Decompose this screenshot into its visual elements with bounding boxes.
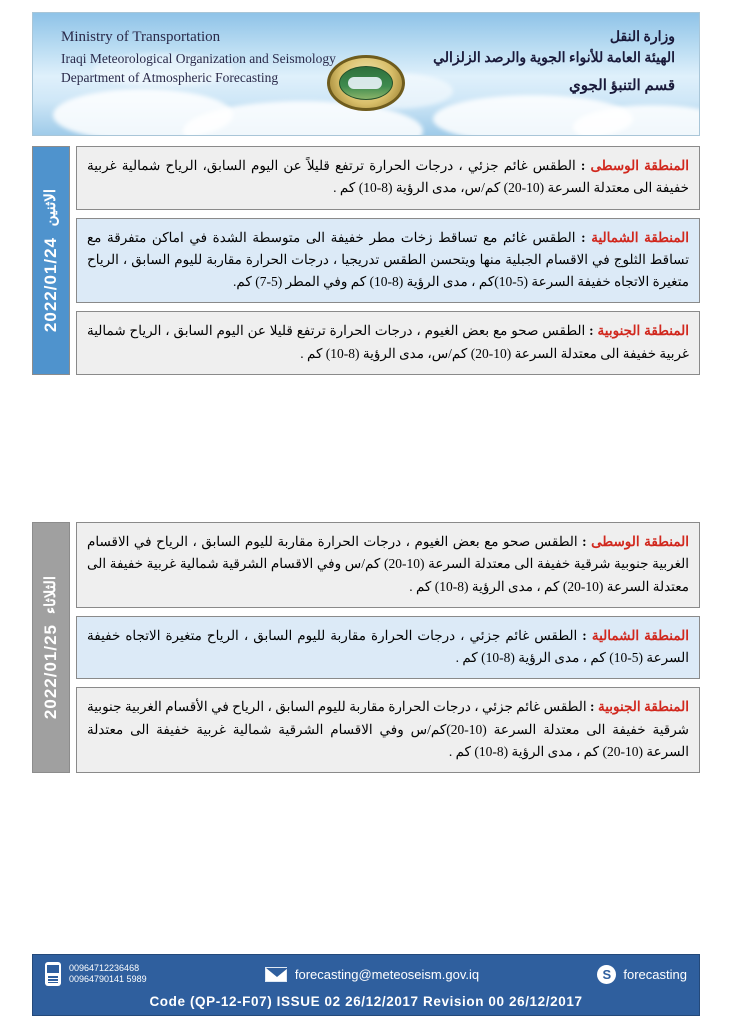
footer-phone	[45, 962, 147, 986]
region-forecast-central: المنطقة الوسطى : الطقس غائم جزئي ، درجات الحرارة ترتفع قليلاً عن اليوم السابق، الرياح شمالية غربية خفيفة الى معتدلة السرعة (10-20) كم/س، مدى الرؤية (8-10) كم .	[76, 146, 700, 210]
region-text: الطقس صحو مع بعض الغيوم ، درجات الحرارة ترتفع قليلا عن اليوم السابق ، الرياح شمالية غربية خفيفة الى معتدلة السرعة (10-20) كم/س، مدى الرؤية (8-10) كم .	[87, 323, 689, 361]
date-label: 2022/01/24	[41, 236, 60, 332]
logo-emblem	[339, 66, 393, 100]
skype-icon: S	[597, 965, 616, 984]
day-forecast-block	[32, 146, 700, 375]
email-address[interactable]: forecasting@meteoseism.gov.iq	[294, 966, 480, 982]
department-title-en: Department of Atmospheric Forecasting	[61, 70, 279, 86]
organization-title-ar: الهيئة العامة للأنواء الجوية والرصد الزلزالي	[433, 51, 675, 66]
header-english-titles	[61, 27, 336, 88]
ministry-title-en: Ministry of Transportation	[61, 29, 221, 45]
region-label: المنطقة الوسطى	[590, 158, 689, 173]
region-forecast-southern: المنطقة الجنوبية : الطقس صحو مع بعض الغيوم ، درجات الحرارة ترتفع قليلا عن اليوم السابق ، الرياح شمالية غربية خفيفة الى معتدلة السرعة (10-20) كم/س، مدى الرؤية (8-10) كم .	[76, 311, 700, 375]
region-text: الطقس غائم جزئي ، درجات الحرارة مقاربة لليوم السابق ، الرياح متغيرة الاتجاه خفيفة السرعة (5-10) كم ، مدى الرؤية (8-10) كم .	[87, 627, 689, 666]
region-label: المنطقة الوسطى	[591, 534, 689, 549]
document-code: Code (QP-12-F07) ISSUE 02 26/12/2017 Revision 00 26/12/2017	[149, 994, 583, 1009]
region-forecast-southern: المنطقة الجنوبية : الطقس غائم جزئي ، درجات الحرارة مقاربة لليوم السابق ، الرياح في الأقسام الغربية جنوبية شرقية خفيفة الى معتدلة السرعة (10-20)كم/س وفي الاقسام الشرقية شمالية غربية خفيفة الى معتدلة السرعة (10-20) كم ، مدى الرؤية (8-10) كم .	[76, 687, 700, 773]
region-forecast-northern: المنطقة الشمالية : الطقس غائم مع تساقط زخات مطر خفيفة الى متوسطة الشدة في اماكن متفرقة مع تساقط الثلوج في الاقسام الجبلية منها ويتحسن الطقس تدريجيا ، درجات الحرارة مقاربة لليوم السابق ، الرياح متغيرة الاتجاه خفيفة السرعة (5-10)كم ، مدى الرؤية (8-10) كم وفي المطر (5-7) كم.	[76, 218, 700, 304]
organization-title-en: Iraqi Meteorological Organization and Seismology	[61, 50, 336, 66]
weekday-label: الثلاثاء	[43, 576, 59, 615]
region-text: الطقس صحو مع بعض الغيوم ، درجات الحرارة مقاربة لليوم السابق ، الرياح في الاقسام الغربية جنوبية شرقية خفيفة الى معتدلة السرعة (10-20) كم/س وفي الاقسام الشرقية شمالية غربية خفيفة الى معتدلة السرعة (10-20) كم ، مدى الرؤية (8-10) كم .	[87, 534, 689, 594]
date-strip-day1	[32, 146, 70, 375]
header-arabic-titles	[433, 27, 675, 98]
region-text: الطقس غائم مع تساقط زخات مطر خفيفة الى متوسطة الشدة في اماكن متفرقة مع تساقط الثلوج في الاقسام الجبلية منها ويتحسن الطقس تدريجيا ، درجات الحرارة مقاربة لليوم السابق ، الرياح متغيرة الاتجاه خفيفة السرعة (5-10)كم ، مدى الرؤية (8-10) كم وفي المطر (5-7) كم.	[87, 229, 689, 290]
skype-handle[interactable]: forecasting	[623, 966, 687, 982]
iraqi-met-logo-icon	[327, 55, 405, 111]
footer-email[interactable]	[265, 967, 479, 982]
region-label: المنطقة الشمالية	[591, 627, 690, 643]
region-forecast-northern: المنطقة الشمالية : الطقس غائم جزئي ، درجات الحرارة مقاربة لليوم السابق ، الرياح متغيرة الاتجاه خفيفة السرعة (5-10) كم ، مدى الرؤية (8-10) كم .	[76, 616, 700, 680]
region-forecast-central: المنطقة الوسطى : الطقس صحو مع بعض الغيوم ، درجات الحرارة مقاربة لليوم السابق ، الرياح في الاقسام الغربية جنوبية شرقية خفيفة الى معتدلة السرعة (10-20) كم/س وفي الاقسام الشرقية شمالية غربية خفيفة الى معتدلة السرعة (10-20) كم ، مدى الرؤية (8-10) كم .	[76, 522, 700, 608]
region-text: الطقس غائم جزئي ، درجات الحرارة مقاربة لليوم السابق ، الرياح في الأقسام الغربية جنوبية شرقية خفيفة الى معتدلة السرعة (10-20)كم/س وفي الاقسام الشرقية شمالية غربية خفيفة الى معتدلة السرعة (10-20) كم ، مدى الرؤية (8-10) كم .	[87, 699, 689, 759]
mail-icon	[265, 967, 287, 982]
phone-number-1: 00964712236468	[69, 962, 140, 973]
date-strip-day2	[32, 522, 70, 773]
phone-icon	[45, 962, 61, 986]
region-list	[76, 522, 700, 773]
phone-number-2: 00964790141 5989	[69, 974, 147, 984]
phone-numbers	[69, 963, 147, 986]
region-label: المنطقة الجنوبية	[597, 323, 689, 339]
footer-contacts	[33, 955, 699, 992]
weekday-label: الاثنين	[43, 189, 59, 227]
region-label: المنطقة الجنوبية	[597, 699, 689, 715]
region-label: المنطقة الشمالية	[591, 229, 689, 245]
footer-bar	[32, 954, 700, 1016]
department-title-ar: قسم التنبؤ الجوي	[568, 78, 675, 94]
header-banner	[32, 12, 700, 136]
region-text: الطقس غائم جزئي ، درجات الحرارة ترتفع قليلاً عن اليوم السابق، الرياح شمالية غربية خفيفة الى معتدلة السرعة (10-20) كم/س، مدى الرؤية (8-10) كم .	[87, 158, 689, 196]
region-list	[76, 146, 700, 375]
ministry-title-ar: وزارة النقل	[609, 30, 675, 45]
footer-skype[interactable]	[597, 965, 687, 984]
date-label: 2022/01/25	[41, 624, 60, 720]
day-forecast-block	[32, 522, 700, 773]
